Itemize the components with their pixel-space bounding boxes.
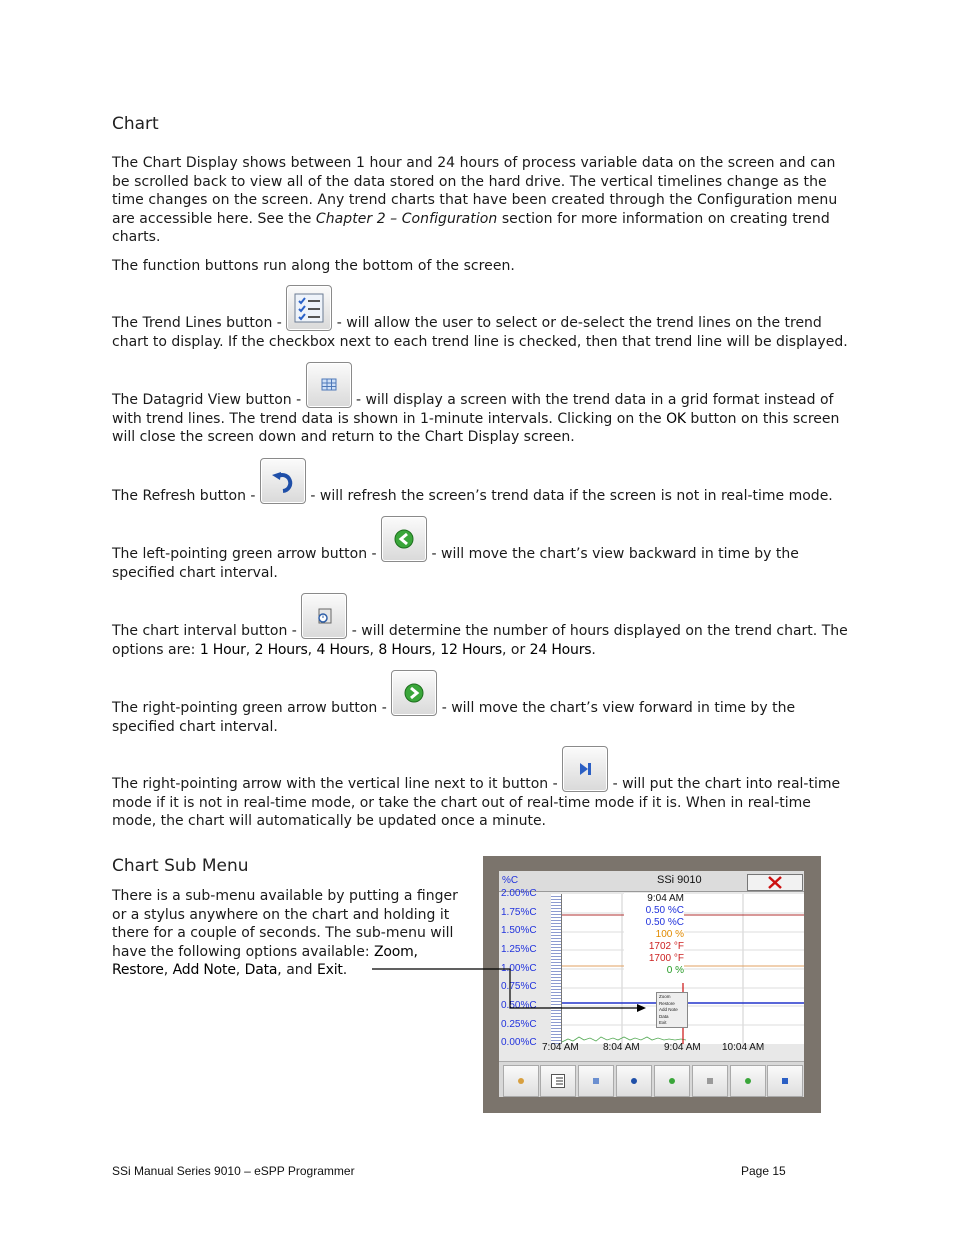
submenu-item-exit[interactable]: Exit	[659, 1020, 667, 1025]
interval-text-before: The chart interval button -	[112, 623, 302, 639]
menu-icon	[518, 1078, 524, 1084]
readout-value: 1700 °F	[648, 953, 684, 964]
y-label: 0.75%C	[501, 981, 537, 992]
option-add-note: Add Note	[172, 962, 236, 978]
section-heading-chart-sub-menu: Chart Sub Menu	[112, 856, 249, 876]
trend-lines-text-before: The Trend Lines button -	[112, 315, 287, 331]
intro-text-1: The Chart Display shows between 1 hour and 24 hours of process variable data on the screen and can be scrolled back to view all of the data stored on the hard drive. The vertical timelines change as the time changes on the screen. Any trend charts that have been created through the Configuration menu are accessible here. See the	[112, 155, 838, 227]
chart-interval-icon	[301, 593, 347, 639]
trend-lines-description	[112, 285, 852, 351]
real-time-description	[112, 746, 852, 831]
submenu-item-data[interactable]: Data	[659, 1013, 669, 1019]
ok-keyword: OK	[666, 410, 686, 427]
submenu-item-restore[interactable]: Restore	[659, 1000, 675, 1006]
toolbar-right-arrow-button[interactable]	[730, 1065, 766, 1097]
refresh-icon	[631, 1078, 637, 1084]
toolbar-button[interactable]	[503, 1065, 539, 1097]
toolbar-trend-lines-button[interactable]	[540, 1065, 576, 1097]
right-arrow-text-after: - will move the chart’s view forward in time by the specified chart interval.	[112, 700, 796, 735]
option-2-hours: 2 Hours	[254, 641, 308, 658]
real-time-text-before: The right-pointing arrow with the vertical line next to it button -	[112, 776, 563, 792]
toolbar-real-time-button[interactable]	[767, 1065, 803, 1097]
datagrid-text-after-2: button on this screen will close the screen down and return to the Chart Display screen.	[112, 410, 840, 445]
time-label: 10:04 AM	[722, 1042, 765, 1053]
readout-value: 100 %	[655, 929, 684, 940]
real-time-icon	[782, 1078, 788, 1084]
left-arrow-text-after: - will move the chart’s view backward in time by the specified chart interval.	[112, 546, 799, 581]
y-label: 2.00%C	[501, 888, 537, 899]
close-button[interactable]	[747, 874, 803, 891]
datagrid-text-before: The Datagrid View button -	[112, 392, 306, 408]
y-label: 0.25%C	[501, 1019, 537, 1030]
right-arrow-icon	[391, 670, 437, 716]
callout-arrow	[370, 960, 660, 1020]
toolbar-refresh-button[interactable]	[616, 1065, 652, 1097]
sub-menu-paragraph: There is a sub-menu available by putting a finger or a stylus anywhere on the chart and holding it there for a couple of seconds. The sub-menu will have the following options available: Zoom, Restore, Add Note, Data, and Exit.	[112, 888, 458, 978]
time-label: 7:04 AM	[542, 1042, 579, 1053]
option-restore: Restore	[112, 962, 164, 978]
sub-menu-end: .	[342, 962, 348, 978]
option-24-hours: 24 Hours	[529, 641, 592, 658]
interval-or: or	[506, 641, 530, 658]
right-arrow-text-before: The right-pointing green arrow button -	[112, 700, 392, 716]
trend-lines-icon	[286, 285, 332, 331]
chart-intro-paragraph	[112, 154, 842, 247]
chart-sub-menu[interactable]	[656, 992, 688, 1028]
datagrid-description	[112, 362, 852, 447]
refresh-text-before: The Refresh button -	[112, 488, 260, 504]
readout-value: 0.50 %C	[645, 905, 684, 916]
time-label: 8:04 AM	[603, 1042, 640, 1053]
toolbar-interval-button[interactable]	[692, 1065, 728, 1097]
left-arrow-text-before: The left-pointing green arrow button -	[112, 546, 382, 562]
toolbar-left-arrow-button[interactable]	[654, 1065, 690, 1097]
option-8-hours: 8 Hours	[378, 641, 432, 658]
readout-value: 0 %	[666, 965, 684, 976]
close-icon	[766, 875, 784, 890]
interval-text-after: - will determine the number of hours displayed on the trend chart. The options are:	[112, 623, 848, 658]
left-arrow-icon	[381, 516, 427, 562]
toolbar-datagrid-button[interactable]	[578, 1065, 614, 1097]
interval-end: .	[591, 641, 596, 658]
intro-italic-ref: Chapter 2 – Configuration	[315, 210, 498, 227]
submenu-item-zoom[interactable]: Zoom	[659, 994, 671, 999]
y-label: 1.25%C	[501, 944, 537, 955]
left-arrow-icon	[669, 1078, 675, 1084]
datagrid-icon	[306, 362, 352, 408]
option-data: Data	[244, 962, 278, 978]
chart-interval-icon	[707, 1078, 713, 1084]
unit-label: %C	[502, 875, 519, 886]
readout-value: 0.50 %C	[645, 917, 684, 928]
intro-text-2: section for more information on creating trend charts.	[112, 210, 830, 245]
submenu-item-add-note[interactable]: Add Note	[659, 1007, 678, 1012]
refresh-description	[112, 458, 852, 506]
y-label: 1.00%C	[501, 963, 537, 974]
chart-interval-description: The chart interval button - - will determine the number of hours displayed on the trend chart. The options are: 1 Hour, 2 Hours, 4 Hours, 8 Hours, 12 Hours, or 24 Hours.	[112, 593, 852, 659]
screen-title: SSi 9010	[657, 874, 702, 886]
right-arrow-icon	[745, 1078, 751, 1084]
y-label: 0.50%C	[501, 1000, 537, 1011]
option-zoom: Zoom,	[374, 943, 418, 960]
refresh-text-after: - will refresh the screen’s trend data if the screen is not in real-time mode.	[305, 488, 833, 504]
sub-menu-text: There is a sub-menu available by putting a finger or a stylus anywhere on the chart and holding it there for a couple of seconds. The sub-menu will have the following options available:	[112, 888, 458, 960]
section-heading-chart: Chart	[112, 114, 159, 134]
readout-value: 1702 °F	[648, 941, 684, 952]
readout-time: 9:04 AM	[647, 893, 684, 904]
option-12-hours: 12 Hours	[440, 641, 502, 658]
refresh-icon	[260, 458, 306, 504]
option-exit: Exit	[317, 962, 343, 978]
footer-left: SSi Manual Series 9010 – eSPP Programmer	[112, 1164, 355, 1178]
and-text: , and	[277, 962, 317, 978]
right-arrow-description	[112, 670, 852, 736]
screen-toolbar	[499, 1061, 804, 1097]
option-1-hour: 1 Hour	[199, 641, 246, 658]
left-arrow-description	[112, 516, 852, 582]
datagrid-text-after-1: - will display a screen with the trend data in a grid format instead of with trend lines. The trend data is shown in 1-minute intervals. Clicking on the	[112, 392, 834, 427]
screen-title-bar	[499, 871, 804, 892]
y-label: 0.00%C	[501, 1037, 537, 1048]
buttons-intro-paragraph: The function buttons run along the bottom of the screen.	[112, 258, 515, 274]
y-label: 1.50%C	[501, 925, 537, 936]
page-number: Page 15	[741, 1164, 786, 1178]
y-label: 1.75%C	[501, 907, 537, 918]
option-4-hours: 4 Hours	[316, 641, 370, 658]
time-label: 9:04 AM	[664, 1042, 701, 1053]
datagrid-icon	[593, 1078, 599, 1084]
real-time-text-after: - will put the chart into real-time mode if it is not in real-time mode, or take the chart out of real-time mode if it is. When in real-time mode, the chart will automatically be updated once a minute.	[112, 776, 841, 829]
real-time-icon	[562, 746, 608, 792]
trend-lines-icon	[551, 1074, 565, 1088]
trend-lines-text-after: - will allow the user to select or de-select the trend lines on the trend chart to display. If the checkbox next to each trend line is checked, then that trend line will be displayed.	[112, 315, 848, 350]
